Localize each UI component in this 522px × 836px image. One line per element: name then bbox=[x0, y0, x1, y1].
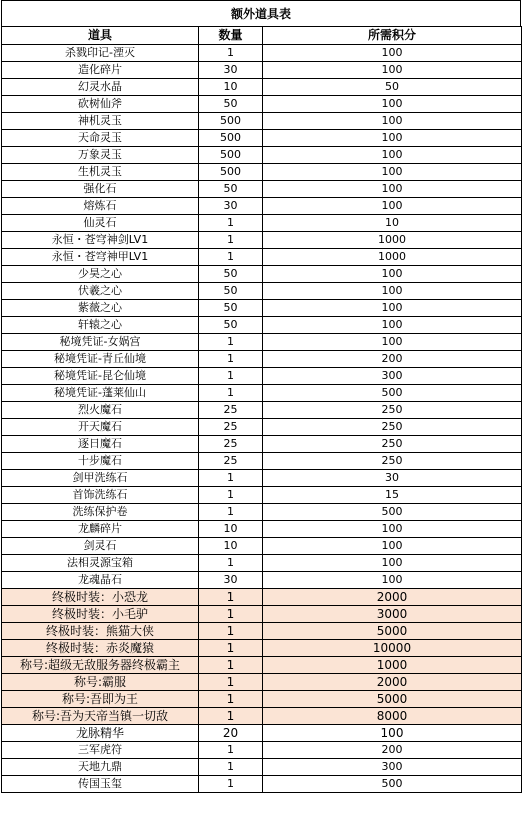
table-row bbox=[2, 640, 522, 657]
cell-quantity: 500 bbox=[199, 113, 263, 130]
table-row bbox=[2, 283, 522, 300]
table-row bbox=[2, 487, 522, 504]
items-table bbox=[1, 26, 522, 793]
cell-points: 100 bbox=[263, 538, 522, 555]
cell-item: 称号:霸服 bbox=[2, 674, 199, 691]
cell-item: 永恒・苍穹神剑LV1 bbox=[2, 232, 199, 249]
cell-quantity: 10 bbox=[199, 521, 263, 538]
header-points: 所需积分 bbox=[263, 27, 522, 45]
cell-points: 10000 bbox=[263, 640, 522, 657]
cell-quantity: 1 bbox=[199, 487, 263, 504]
cell-quantity: 1 bbox=[199, 334, 263, 351]
cell-quantity: 20 bbox=[199, 725, 263, 742]
cell-points: 100 bbox=[263, 198, 522, 215]
cell-points: 300 bbox=[263, 368, 522, 385]
cell-quantity: 50 bbox=[199, 96, 263, 113]
table-row bbox=[2, 674, 522, 691]
table-row bbox=[2, 419, 522, 436]
cell-item: 十步魔石 bbox=[2, 453, 199, 470]
cell-quantity: 25 bbox=[199, 436, 263, 453]
cell-item: 永恒・苍穹神甲LV1 bbox=[2, 249, 199, 266]
cell-points: 10 bbox=[263, 215, 522, 232]
cell-item: 秘境凭证-蓬莱仙山 bbox=[2, 385, 199, 402]
table-row bbox=[2, 691, 522, 708]
cell-points: 500 bbox=[263, 776, 522, 793]
table-row bbox=[2, 130, 522, 147]
cell-points: 250 bbox=[263, 419, 522, 436]
cell-item: 天地九鼎 bbox=[2, 759, 199, 776]
cell-quantity: 1 bbox=[199, 776, 263, 793]
cell-points: 100 bbox=[263, 283, 522, 300]
table-row bbox=[2, 521, 522, 538]
table-row bbox=[2, 436, 522, 453]
table-row bbox=[2, 45, 522, 62]
cell-quantity: 50 bbox=[199, 283, 263, 300]
cell-item: 少昊之心 bbox=[2, 266, 199, 283]
cell-item: 神机灵玉 bbox=[2, 113, 199, 130]
extra-items-sheet bbox=[1, 0, 521, 793]
table-row bbox=[2, 657, 522, 674]
header-row bbox=[2, 27, 522, 45]
cell-points: 100 bbox=[263, 317, 522, 334]
cell-item: 龙魂晶石 bbox=[2, 572, 199, 589]
cell-item: 剑灵石 bbox=[2, 538, 199, 555]
cell-item: 终极时装：熊猫大侠 bbox=[2, 623, 199, 640]
cell-quantity: 1 bbox=[199, 640, 263, 657]
cell-points: 500 bbox=[263, 385, 522, 402]
cell-points: 8000 bbox=[263, 708, 522, 725]
cell-item: 洗练保护卷 bbox=[2, 504, 199, 521]
cell-points: 100 bbox=[263, 113, 522, 130]
table-row bbox=[2, 776, 522, 793]
cell-points: 100 bbox=[263, 181, 522, 198]
cell-quantity: 1 bbox=[199, 504, 263, 521]
cell-points: 100 bbox=[263, 334, 522, 351]
table-row bbox=[2, 470, 522, 487]
table-row bbox=[2, 300, 522, 317]
cell-points: 3000 bbox=[263, 606, 522, 623]
cell-quantity: 500 bbox=[199, 130, 263, 147]
cell-quantity: 500 bbox=[199, 147, 263, 164]
table-row bbox=[2, 215, 522, 232]
table-row bbox=[2, 572, 522, 589]
cell-item: 万象灵玉 bbox=[2, 147, 199, 164]
cell-points: 5000 bbox=[263, 691, 522, 708]
cell-item: 终极时装：小毛驴 bbox=[2, 606, 199, 623]
cell-item: 称号:吾为天帝当镇一切敌 bbox=[2, 708, 199, 725]
cell-points: 200 bbox=[263, 351, 522, 368]
cell-points: 300 bbox=[263, 759, 522, 776]
table-row bbox=[2, 266, 522, 283]
table-row bbox=[2, 198, 522, 215]
table-row bbox=[2, 606, 522, 623]
cell-points: 250 bbox=[263, 402, 522, 419]
table-row bbox=[2, 504, 522, 521]
cell-points: 50 bbox=[263, 79, 522, 96]
cell-points: 100 bbox=[263, 572, 522, 589]
cell-item: 砍树仙斧 bbox=[2, 96, 199, 113]
cell-points: 100 bbox=[263, 521, 522, 538]
table-row bbox=[2, 351, 522, 368]
table-row bbox=[2, 708, 522, 725]
cell-item: 烈火魔石 bbox=[2, 402, 199, 419]
table-row bbox=[2, 334, 522, 351]
cell-item: 造化碎片 bbox=[2, 62, 199, 79]
cell-points: 250 bbox=[263, 436, 522, 453]
table-row bbox=[2, 742, 522, 759]
table-row bbox=[2, 589, 522, 606]
cell-item: 逐日魔石 bbox=[2, 436, 199, 453]
table-row bbox=[2, 402, 522, 419]
table-row bbox=[2, 453, 522, 470]
cell-quantity: 1 bbox=[199, 742, 263, 759]
cell-item: 紫薇之心 bbox=[2, 300, 199, 317]
cell-quantity: 1 bbox=[199, 45, 263, 62]
cell-quantity: 1 bbox=[199, 385, 263, 402]
cell-item: 强化石 bbox=[2, 181, 199, 198]
table-row bbox=[2, 317, 522, 334]
cell-points: 100 bbox=[263, 130, 522, 147]
table-row bbox=[2, 385, 522, 402]
cell-quantity: 50 bbox=[199, 317, 263, 334]
table-row bbox=[2, 79, 522, 96]
cell-item: 秘境凭证-青丘仙境 bbox=[2, 351, 199, 368]
table-row bbox=[2, 623, 522, 640]
table-row bbox=[2, 232, 522, 249]
cell-quantity: 1 bbox=[199, 759, 263, 776]
table-row bbox=[2, 368, 522, 385]
header-item: 道具 bbox=[2, 27, 199, 45]
cell-item: 龙脉精华 bbox=[2, 725, 199, 742]
sheet-title: 额外道具表 bbox=[1, 0, 521, 26]
cell-quantity: 25 bbox=[199, 402, 263, 419]
table-row bbox=[2, 725, 522, 742]
cell-item: 秘境凭证-昆仑仙境 bbox=[2, 368, 199, 385]
cell-points: 1000 bbox=[263, 249, 522, 266]
cell-points: 100 bbox=[263, 725, 522, 742]
header-quantity: 数量 bbox=[199, 27, 263, 45]
cell-quantity: 30 bbox=[199, 572, 263, 589]
cell-item: 传国玉玺 bbox=[2, 776, 199, 793]
table-row bbox=[2, 147, 522, 164]
cell-item: 生机灵玉 bbox=[2, 164, 199, 181]
cell-item: 剑甲洗练石 bbox=[2, 470, 199, 487]
table-row bbox=[2, 96, 522, 113]
table-row bbox=[2, 759, 522, 776]
cell-points: 100 bbox=[263, 164, 522, 181]
cell-item: 称号:吾即为王 bbox=[2, 691, 199, 708]
cell-item: 轩辕之心 bbox=[2, 317, 199, 334]
cell-points: 100 bbox=[263, 555, 522, 572]
cell-quantity: 1 bbox=[199, 691, 263, 708]
cell-quantity: 1 bbox=[199, 708, 263, 725]
cell-quantity: 10 bbox=[199, 538, 263, 555]
cell-quantity: 50 bbox=[199, 181, 263, 198]
table-row bbox=[2, 113, 522, 130]
cell-quantity: 10 bbox=[199, 79, 263, 96]
cell-points: 500 bbox=[263, 504, 522, 521]
cell-quantity: 1 bbox=[199, 215, 263, 232]
cell-quantity: 25 bbox=[199, 419, 263, 436]
cell-quantity: 1 bbox=[199, 351, 263, 368]
table-row bbox=[2, 164, 522, 181]
cell-quantity: 1 bbox=[199, 623, 263, 640]
table-row bbox=[2, 555, 522, 572]
cell-quantity: 1 bbox=[199, 589, 263, 606]
cell-quantity: 1 bbox=[199, 606, 263, 623]
cell-points: 15 bbox=[263, 487, 522, 504]
cell-quantity: 500 bbox=[199, 164, 263, 181]
cell-points: 100 bbox=[263, 147, 522, 164]
cell-points: 200 bbox=[263, 742, 522, 759]
cell-points: 2000 bbox=[263, 674, 522, 691]
cell-item: 法相灵源宝箱 bbox=[2, 555, 199, 572]
cell-quantity: 1 bbox=[199, 232, 263, 249]
cell-item: 三军虎符 bbox=[2, 742, 199, 759]
cell-item: 幻灵水晶 bbox=[2, 79, 199, 96]
cell-points: 1000 bbox=[263, 232, 522, 249]
cell-quantity: 1 bbox=[199, 368, 263, 385]
cell-points: 100 bbox=[263, 96, 522, 113]
cell-item: 终极时装：小恐龙 bbox=[2, 589, 199, 606]
table-row bbox=[2, 249, 522, 266]
cell-quantity: 30 bbox=[199, 198, 263, 215]
cell-quantity: 1 bbox=[199, 470, 263, 487]
cell-points: 30 bbox=[263, 470, 522, 487]
cell-item: 龙麟碎片 bbox=[2, 521, 199, 538]
cell-points: 100 bbox=[263, 300, 522, 317]
cell-points: 250 bbox=[263, 453, 522, 470]
cell-quantity: 1 bbox=[199, 657, 263, 674]
cell-item: 仙灵石 bbox=[2, 215, 199, 232]
cell-item: 首饰洗练石 bbox=[2, 487, 199, 504]
cell-item: 终极时装：赤炎魔猿 bbox=[2, 640, 199, 657]
cell-item: 伏羲之心 bbox=[2, 283, 199, 300]
cell-quantity: 1 bbox=[199, 555, 263, 572]
cell-item: 天命灵玉 bbox=[2, 130, 199, 147]
cell-quantity: 50 bbox=[199, 266, 263, 283]
table-row bbox=[2, 538, 522, 555]
cell-item: 杀戮印记-湮灭 bbox=[2, 45, 199, 62]
table-row bbox=[2, 62, 522, 79]
cell-item: 熔炼石 bbox=[2, 198, 199, 215]
cell-quantity: 50 bbox=[199, 300, 263, 317]
cell-item: 秘境凭证-女娲宫 bbox=[2, 334, 199, 351]
table-row bbox=[2, 181, 522, 198]
cell-points: 1000 bbox=[263, 657, 522, 674]
cell-points: 100 bbox=[263, 45, 522, 62]
cell-item: 称号:超级无敌服务器终极霸主 bbox=[2, 657, 199, 674]
cell-points: 2000 bbox=[263, 589, 522, 606]
cell-quantity: 1 bbox=[199, 674, 263, 691]
cell-quantity: 30 bbox=[199, 62, 263, 79]
cell-points: 100 bbox=[263, 62, 522, 79]
cell-quantity: 25 bbox=[199, 453, 263, 470]
cell-item: 开天魔石 bbox=[2, 419, 199, 436]
cell-quantity: 1 bbox=[199, 249, 263, 266]
cell-points: 100 bbox=[263, 266, 522, 283]
cell-points: 5000 bbox=[263, 623, 522, 640]
